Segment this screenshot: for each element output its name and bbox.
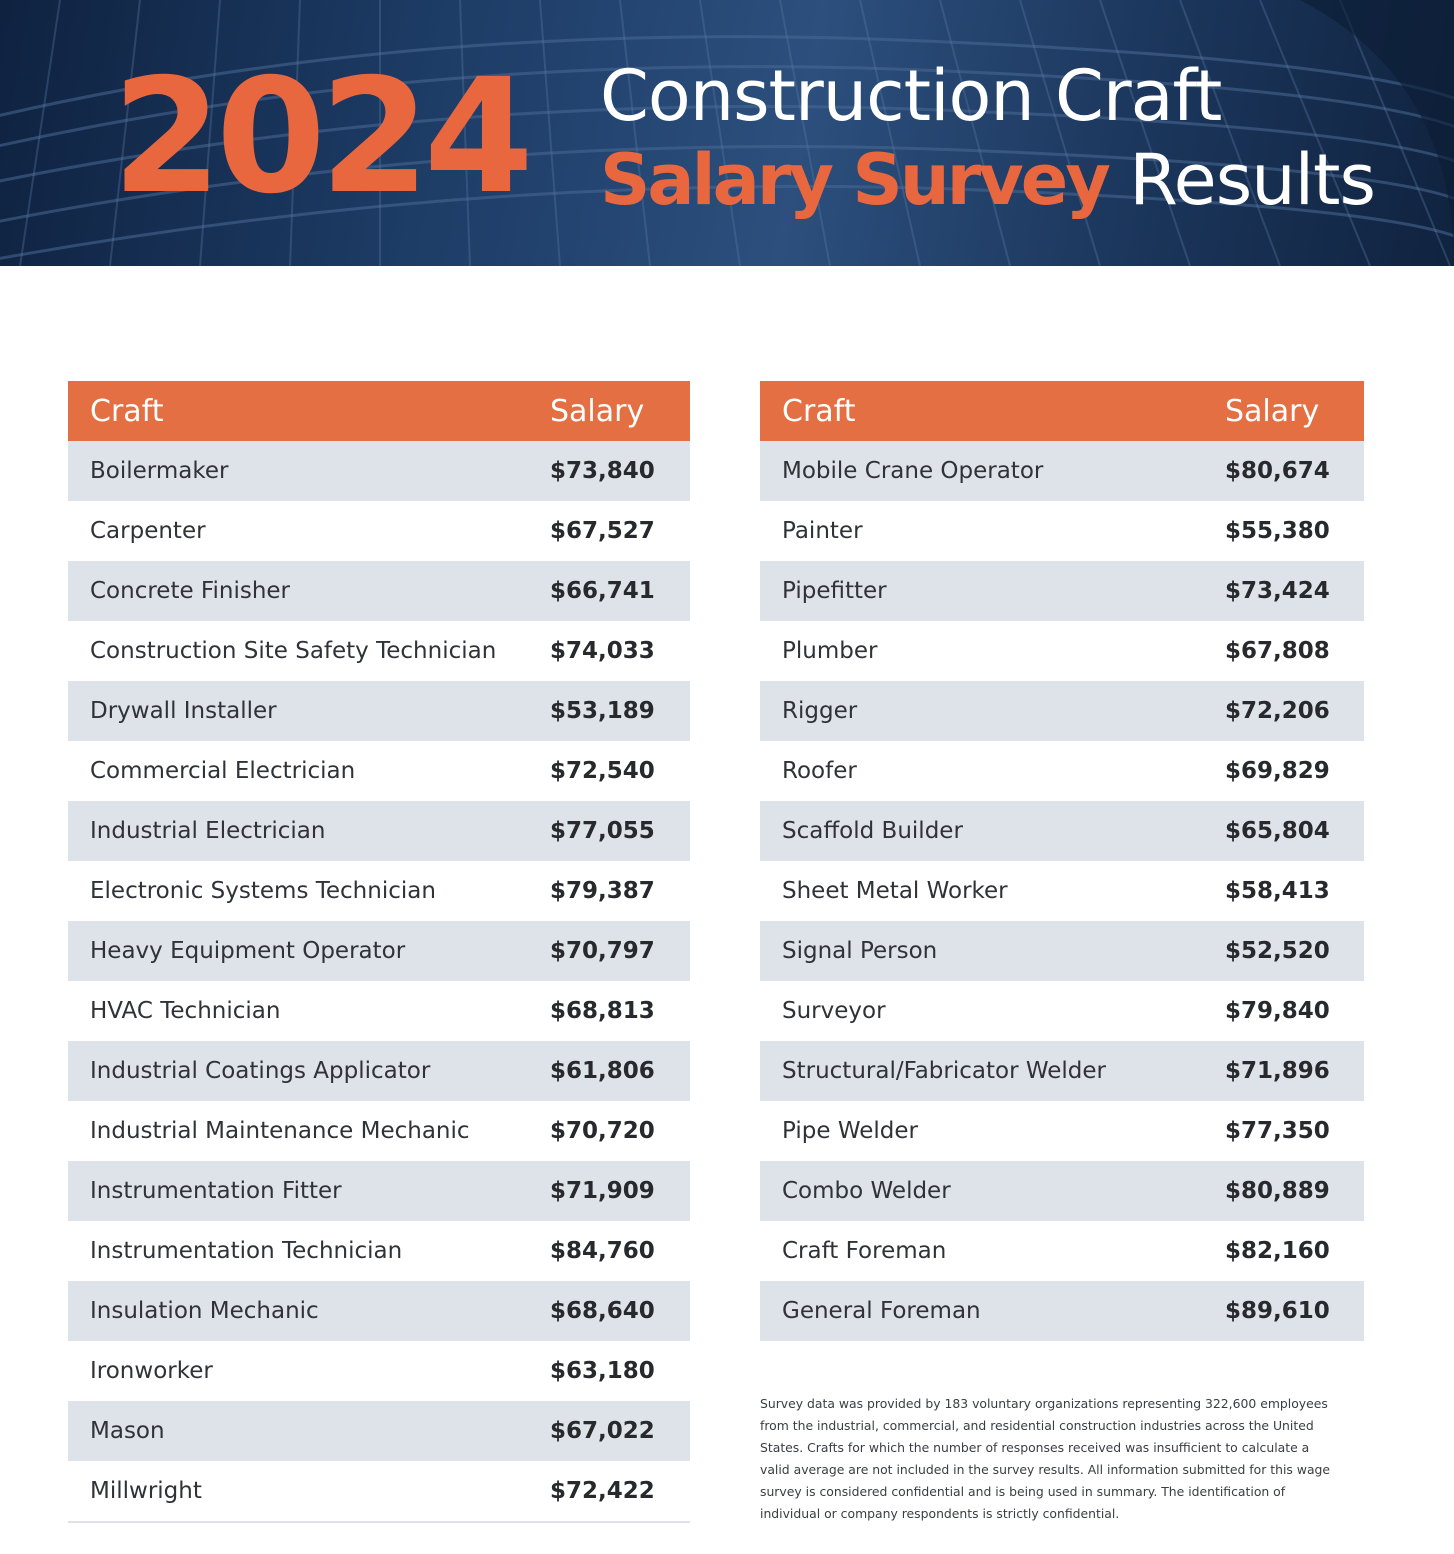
table-row bbox=[760, 741, 1364, 801]
table-row bbox=[760, 1101, 1364, 1161]
table-row bbox=[68, 741, 690, 801]
salary-column-header: Salary bbox=[528, 381, 690, 441]
table-row bbox=[760, 801, 1364, 861]
salary-cell: $80,889 bbox=[1203, 1161, 1364, 1221]
craft-cell: HVAC Technician bbox=[68, 981, 528, 1041]
craft-cell: Industrial Coatings Applicator bbox=[68, 1041, 528, 1101]
salary-cell: $58,413 bbox=[1203, 861, 1364, 921]
table-row bbox=[68, 441, 690, 501]
table-row bbox=[68, 981, 690, 1041]
salary-cell: $69,829 bbox=[1203, 741, 1364, 801]
salary-cell: $77,350 bbox=[1203, 1101, 1364, 1161]
table-row bbox=[760, 861, 1364, 921]
table-row bbox=[68, 1401, 690, 1461]
salary-cell: $68,813 bbox=[528, 981, 690, 1041]
craft-cell: Commercial Electrician bbox=[68, 741, 528, 801]
craft-cell: Concrete Finisher bbox=[68, 561, 528, 621]
table-row bbox=[760, 1221, 1364, 1281]
table-header-row bbox=[760, 381, 1364, 441]
salary-cell: $73,840 bbox=[528, 441, 690, 501]
craft-cell: Industrial Maintenance Mechanic bbox=[68, 1101, 528, 1161]
table-row bbox=[68, 681, 690, 741]
salary-cell: $67,808 bbox=[1203, 621, 1364, 681]
table-row bbox=[760, 501, 1364, 561]
salary-table-right bbox=[760, 381, 1364, 1341]
craft-cell: Boilermaker bbox=[68, 441, 528, 501]
table-row bbox=[760, 621, 1364, 681]
salary-cell: $65,804 bbox=[1203, 801, 1364, 861]
table-row bbox=[68, 621, 690, 681]
title-line-1: Construction Craft bbox=[600, 55, 1222, 137]
salary-table-left bbox=[68, 381, 690, 1523]
craft-cell: Structural/Fabricator Welder bbox=[760, 1041, 1203, 1101]
salary-cell: $70,797 bbox=[528, 921, 690, 981]
craft-cell: Insulation Mechanic bbox=[68, 1281, 528, 1341]
table-row bbox=[68, 561, 690, 621]
title-line-2 bbox=[600, 140, 1375, 220]
salary-cell: $55,380 bbox=[1203, 501, 1364, 561]
salary-cell: $66,741 bbox=[528, 561, 690, 621]
table-row bbox=[68, 801, 690, 861]
salary-cell: $72,540 bbox=[528, 741, 690, 801]
survey-year: 2024 bbox=[112, 45, 528, 229]
craft-cell: Scaffold Builder bbox=[760, 801, 1203, 861]
craft-cell: Millwright bbox=[68, 1461, 528, 1522]
table-row bbox=[68, 1341, 690, 1401]
craft-cell: Ironworker bbox=[68, 1341, 528, 1401]
craft-cell: Industrial Electrician bbox=[68, 801, 528, 861]
table-row bbox=[68, 1041, 690, 1101]
table-row bbox=[760, 1161, 1364, 1221]
table-header-row bbox=[68, 381, 690, 441]
salary-cell: $67,022 bbox=[528, 1401, 690, 1461]
header-banner bbox=[0, 0, 1454, 266]
craft-cell: Carpenter bbox=[68, 501, 528, 561]
table-row bbox=[68, 921, 690, 981]
salary-cell: $79,387 bbox=[528, 861, 690, 921]
salary-cell: $84,760 bbox=[528, 1221, 690, 1281]
craft-cell: Mason bbox=[68, 1401, 528, 1461]
craft-cell: Roofer bbox=[760, 741, 1203, 801]
table-row bbox=[760, 441, 1364, 501]
table-row bbox=[68, 1221, 690, 1281]
table-row bbox=[760, 921, 1364, 981]
craft-cell: Craft Foreman bbox=[760, 1221, 1203, 1281]
salary-cell: $71,909 bbox=[528, 1161, 690, 1221]
salary-cell: $74,033 bbox=[528, 621, 690, 681]
craft-cell: Pipefitter bbox=[760, 561, 1203, 621]
title-rest: Results bbox=[1129, 139, 1375, 221]
table-row bbox=[68, 1461, 690, 1522]
table-row bbox=[760, 1281, 1364, 1341]
craft-column-header: Craft bbox=[760, 381, 1203, 441]
salary-cell: $89,610 bbox=[1203, 1281, 1364, 1341]
craft-cell: Sheet Metal Worker bbox=[760, 861, 1203, 921]
salary-cell: $71,896 bbox=[1203, 1041, 1364, 1101]
craft-cell: General Foreman bbox=[760, 1281, 1203, 1341]
table-row bbox=[68, 1101, 690, 1161]
salary-cell: $63,180 bbox=[528, 1341, 690, 1401]
craft-cell: Surveyor bbox=[760, 981, 1203, 1041]
table-row bbox=[68, 501, 690, 561]
salary-cell: $82,160 bbox=[1203, 1221, 1364, 1281]
salary-cell: $70,720 bbox=[528, 1101, 690, 1161]
salary-cell: $52,520 bbox=[1203, 921, 1364, 981]
table-row bbox=[68, 861, 690, 921]
salary-cell: $80,674 bbox=[1203, 441, 1364, 501]
craft-cell: Combo Welder bbox=[760, 1161, 1203, 1221]
salary-column-header: Salary bbox=[1203, 381, 1364, 441]
craft-cell: Electronic Systems Technician bbox=[68, 861, 528, 921]
title-highlight: Salary Survey bbox=[600, 139, 1108, 221]
salary-cell: $53,189 bbox=[528, 681, 690, 741]
craft-cell: Construction Site Safety Technician bbox=[68, 621, 528, 681]
salary-table-left-body bbox=[68, 441, 690, 1522]
craft-column-header: Craft bbox=[68, 381, 528, 441]
table-row bbox=[68, 1281, 690, 1341]
salary-cell: $77,055 bbox=[528, 801, 690, 861]
table-row bbox=[760, 681, 1364, 741]
salary-cell: $72,206 bbox=[1203, 681, 1364, 741]
salary-table-right-body bbox=[760, 441, 1364, 1341]
table-row bbox=[760, 1041, 1364, 1101]
salary-cell: $61,806 bbox=[528, 1041, 690, 1101]
table-row bbox=[760, 561, 1364, 621]
craft-cell: Heavy Equipment Operator bbox=[68, 921, 528, 981]
craft-cell: Rigger bbox=[760, 681, 1203, 741]
salary-cell: $79,840 bbox=[1203, 981, 1364, 1041]
salary-cell: $72,422 bbox=[528, 1461, 690, 1522]
survey-footnote: Survey data was provided by 183 voluntary organizations representing 322,600 employees from the industrial, commercial, and residential construction industries across the United States. Crafts for which the number of responses received was insufficient to calculate a valid average are not included in the survey results. All information submitted for this wage survey is considered confidential and is being used in summary. The identification of individual or company respondents is strictly confidential. bbox=[760, 1396, 1331, 1521]
craft-cell: Instrumentation Fitter bbox=[68, 1161, 528, 1221]
salary-cell: $73,424 bbox=[1203, 561, 1364, 621]
table-row bbox=[760, 981, 1364, 1041]
craft-cell: Mobile Crane Operator bbox=[760, 441, 1203, 501]
craft-cell: Plumber bbox=[760, 621, 1203, 681]
craft-cell: Pipe Welder bbox=[760, 1101, 1203, 1161]
table-row bbox=[68, 1161, 690, 1221]
craft-cell: Drywall Installer bbox=[68, 681, 528, 741]
craft-cell: Signal Person bbox=[760, 921, 1203, 981]
craft-cell: Painter bbox=[760, 501, 1203, 561]
salary-cell: $68,640 bbox=[528, 1281, 690, 1341]
salary-cell: $67,527 bbox=[528, 501, 690, 561]
craft-cell: Instrumentation Technician bbox=[68, 1221, 528, 1281]
